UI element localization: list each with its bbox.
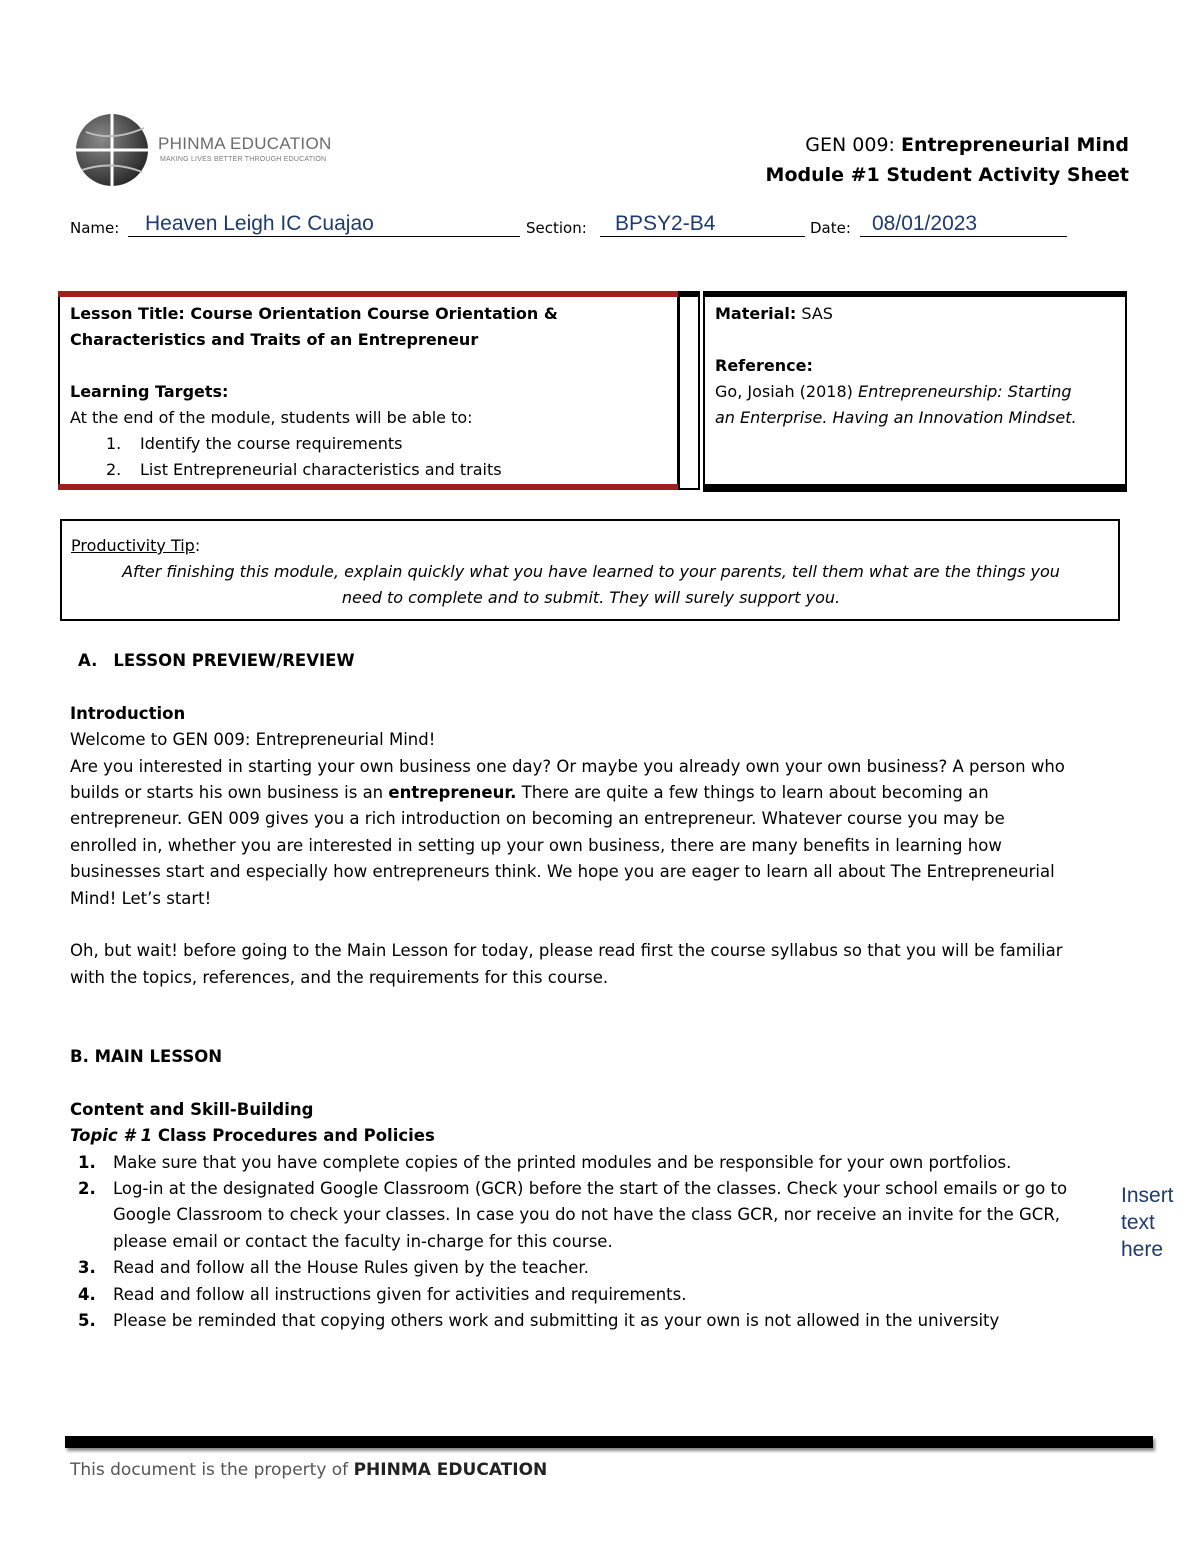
section-b xyxy=(70,1044,1145,1334)
welcome-text: Welcome to GEN 009: Entrepreneurial Mind! xyxy=(70,730,436,750)
reference-line-cont: an Enterprise. Having an Innovation Mindset. xyxy=(715,408,1077,427)
footer-rule xyxy=(65,1436,1153,1448)
lesson-title-cont: Characteristics and Traits of an Entrepreneur xyxy=(70,330,479,349)
red-top-rule xyxy=(58,291,679,297)
footer-text: This document is the property of PHINMA EDUCATION xyxy=(70,1460,548,1480)
course-title xyxy=(766,130,1129,160)
policies-list xyxy=(70,1150,1145,1335)
list-item: 3. Read and follow all the House Rules given by the teacher. xyxy=(78,1258,589,1278)
targets-intro: At the end of the module, students will be able to: xyxy=(70,408,473,427)
list-item: 4. Read and follow all instructions given for activities and requirements. xyxy=(78,1284,687,1304)
section-a-heading: A. LESSON PREVIEW/REVIEW xyxy=(78,651,355,670)
targets-list xyxy=(70,431,558,483)
tip-label: Productivity Tip: xyxy=(71,536,201,555)
material-line: Material: SAS xyxy=(715,304,833,323)
lesson-info-box xyxy=(58,291,679,490)
section-value: BPSY2-B4 xyxy=(615,212,716,235)
phinma-logo xyxy=(72,112,332,192)
material-box xyxy=(703,291,1127,492)
sheet-title: Module #1 Student Activity Sheet xyxy=(765,164,1129,186)
box-spacer xyxy=(678,291,700,490)
content-heading: Content and Skill-Building xyxy=(70,1099,314,1119)
syllabus-paragraph: Oh, but wait! before going to the Main Lesson for today, please read first the course syllabus so that you will be familiar with the topics, references, and the requirements for this course. xyxy=(70,941,1063,987)
list-item: 1. Make sure that you have complete copies of the printed modules and be responsible for your own portfolios. xyxy=(78,1152,1012,1172)
section-a xyxy=(70,648,1145,991)
course-name: Entrepreneurial Mind xyxy=(900,134,1129,156)
date-label: Date: xyxy=(810,219,851,237)
tip-text: After finishing this module, explain quickly what you have learned to your parents, tell them what are the things you need to complete and to submit. They will surely support you. xyxy=(122,562,1060,607)
name-label: Name: xyxy=(70,219,120,237)
intro-paragraph: Are you interested in starting your own business one day? Or maybe you already own your own business? A person who builds or starts his own business is an entrepreneur. There are quite a few things to learn about becoming an entrepreneur. GEN 009 gives you a rich introduction on becoming an entrepreneur. Whatever course you may be enrolled in, whether you are interested in setting up your own business, there are many benefits in learning how businesses start and especially how entrepreneurs think. We hope you are eager to learn all about The Entrepreneurial Mind! Let’s start! xyxy=(70,756,1065,908)
logo-name: PHINMA EDUCATION xyxy=(158,134,332,153)
section-b-heading: B. MAIN LESSON xyxy=(70,1047,223,1066)
list-item: 1. Identify the course requirements xyxy=(106,434,403,453)
document-header xyxy=(766,130,1129,190)
lesson-title: Lesson Title: Course Orientation Course Orientation & xyxy=(70,304,558,323)
insert-text-placeholder[interactable]: Insert text here xyxy=(1121,1184,1174,1261)
list-item: 5. Please be reminded that copying others work and submitting it as your own is not allowed in the university xyxy=(78,1311,1000,1331)
productivity-tip-box xyxy=(60,519,1120,621)
reference-line: Go, Josiah (2018) Entrepreneurship: Starting xyxy=(715,382,1072,401)
topic-heading: Topic # 1 Class Procedures and Policies xyxy=(70,1126,435,1146)
intro-heading: Introduction xyxy=(70,703,186,723)
name-value: Heaven Leigh IC Cuajao xyxy=(145,212,374,235)
date-value: 08/01/2023 xyxy=(872,212,978,235)
section-label: Section: xyxy=(526,219,587,237)
targets-heading: Learning Targets: xyxy=(70,382,229,401)
red-bottom-rule xyxy=(58,484,679,490)
reference-label: Reference: xyxy=(715,356,813,375)
globe-logo-icon xyxy=(72,112,156,192)
list-item: 2. Log-in at the designated Google Classroom (GCR) before the start of the classes. Check your school emails or go to Google Classroom to check your classes. In case you do not have the class GCR, nor receive an invite for the GCR, please email or contact the faculty in-charge for this course. xyxy=(78,1179,1068,1251)
logo-tagline: MAKING LIVES BETTER THROUGH EDUCATION xyxy=(160,156,327,163)
list-item: 2. List Entrepreneurial characteristics and traits xyxy=(106,460,502,479)
course-code: GEN 009: xyxy=(805,134,901,156)
